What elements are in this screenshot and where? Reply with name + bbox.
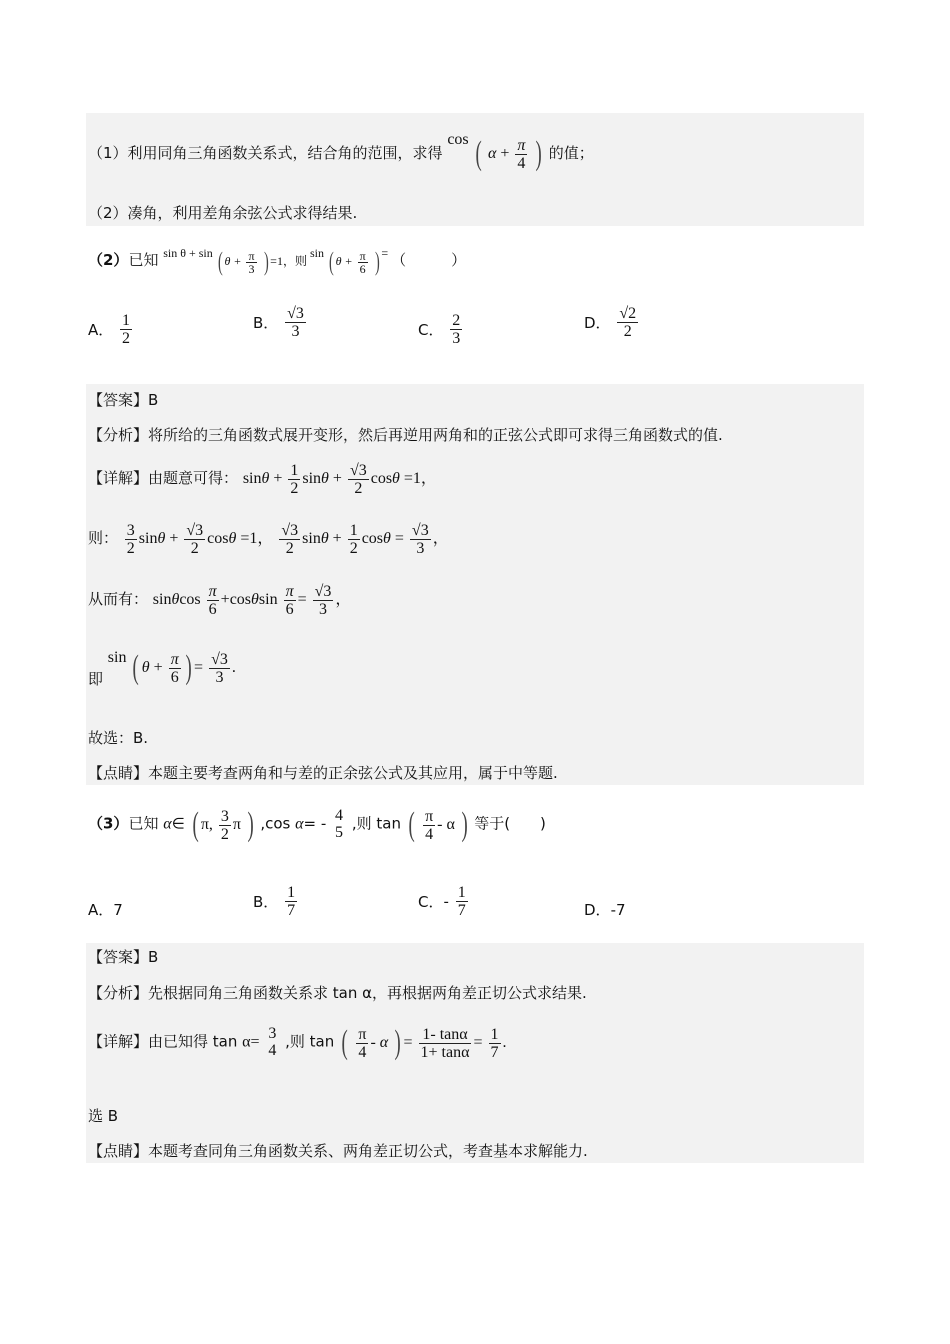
q2-given-expression: sin θ + sin ( θ + $\frac{\pi}{3}$ ) =1，则 sin ( θ + $\frac{\pi}{6}$ ) = [163, 246, 389, 277]
q2-detail-line2: 则： $\frac{3}{2}$ sinθ + $\frac{√3}{2}$ cosθ =1， $\frac{√3}{2}$ sinθ + $\frac{1}{2}$ cosθ = $\frac{√3}{3}$ ， [88, 522, 449, 557]
q2-answer: 【答案】B [88, 391, 159, 409]
cos-expression: cos ( α + $\frac{\pi}{4}$ ) [447, 131, 543, 173]
q3-detail: 【详解】由已知得 tan α= 3 4 ,则 tan ( $\frac{\pi}{4}$ - α ) = $\frac{1- \tan\alpha}{1+ \tan\alpha}$ = $\frac{1}{7}$ . [88, 1024, 507, 1061]
q2-detail-line3: 从而有： sinθcos $\frac{\pi}{6}$ +cosθsin $\frac{\pi}{6}$ = $\frac{√3}{3}$ ， [88, 583, 352, 618]
q3-analysis: 【分析】先根据同角三角函数关系求 tan α，再根据两角差正切公式求结果. [88, 984, 587, 1002]
q3-stem: （3）已知 α∈ ( π, $\frac{3}{2}$ π ) ,cos α= - 4 5 ,则 tan ( $\frac{\pi}{4}$ - α ) 等于( ) [88, 806, 546, 843]
q3-option-d[interactable]: D．-7 [584, 901, 626, 919]
equation-2: $\frac{3}{2}$ sinθ + $\frac{√3}{2}$ cosθ =1， $\frac{√3}{2}$ sinθ + $\frac{1}{2}$ cosθ = $\frac{√3}{3}$ ， [126, 522, 449, 557]
hint-step2: （2）凑角，利用差角余弦公式求得结果. [88, 204, 358, 222]
q2-option-c[interactable]: C． $\frac{2}{3}$ [418, 312, 461, 347]
q3-option-b[interactable]: B． $\frac{1}{7}$ [253, 884, 296, 919]
q3-option-a[interactable]: A．7 [88, 901, 123, 919]
equation-1: sinθ + $\frac{1}{2}$ sinθ + $\frac{√3}{2}$ cosθ =1， [242, 462, 437, 497]
q2-detail-line1: 【详解】由题意可得： sinθ + $\frac{1}{2}$ sinθ + $\frac{√3}{2}$ cosθ =1， [88, 462, 437, 497]
equation-3: sinθcos $\frac{\pi}{6}$ +cosθsin $\frac{\pi}{6}$ = $\frac{√3}{3}$ ， [152, 583, 352, 618]
q2-option-b[interactable]: B． $\frac{√3}{3}$ [253, 305, 304, 340]
hint-step1: （1）利用同角三角函数关系式，结合角的范围，求得 cos ( α + $\frac{\pi}{4}$ ) 的值； [88, 131, 594, 173]
q2-option-a[interactable]: A． $\frac{1}{2}$ [88, 312, 131, 347]
q3-answer: 【答案】B [88, 948, 159, 966]
q3-comment: 【点睛】本题考查同角三角函数关系、两角差正切公式，考查基本求解能力. [88, 1142, 588, 1160]
q2-detail-line4: 即 sin ( θ + $\frac{\pi}{6}$ ) = $\frac{√3}{3}$ . [88, 649, 236, 688]
q2-analysis: 【分析】将所给的三角函数式展开变形，然后再逆用两角和的正弦公式即可求得三角函数式的值. [88, 426, 723, 444]
q3-tan-formula: ( $\frac{\pi}{4}$ - α ) = $\frac{1- \tan\alpha}{1+ \tan\alpha}$ = $\frac{1}{7}$ . [341, 1024, 507, 1061]
q2-option-d[interactable]: D． $\frac{√2}{2}$ [584, 305, 637, 340]
q2-stem: （2）已知 sin θ + sin ( θ + $\frac{\pi}{3}$ ) =1，则 sin ( θ + $\frac{\pi}{6}$ ) = （ ） [88, 246, 467, 277]
q3-interval: ( π, $\frac{3}{2}$ π ) [192, 806, 254, 843]
q3-option-c[interactable]: C．- $\frac{1}{7}$ [418, 884, 466, 919]
q3-choose: 选 B [88, 1107, 119, 1125]
q2-choose: 故选：B. [88, 729, 149, 747]
equation-4: sin ( θ + $\frac{\pi}{6}$ ) = $\frac{√3}{3}$ . [107, 649, 236, 687]
q2-comment: 【点睛】本题主要考查两角和与差的正余弦公式及其应用，属于中等题. [88, 764, 558, 782]
q3-tan-arg: ( $\frac{\pi}{4}$ - α ) [408, 806, 468, 843]
